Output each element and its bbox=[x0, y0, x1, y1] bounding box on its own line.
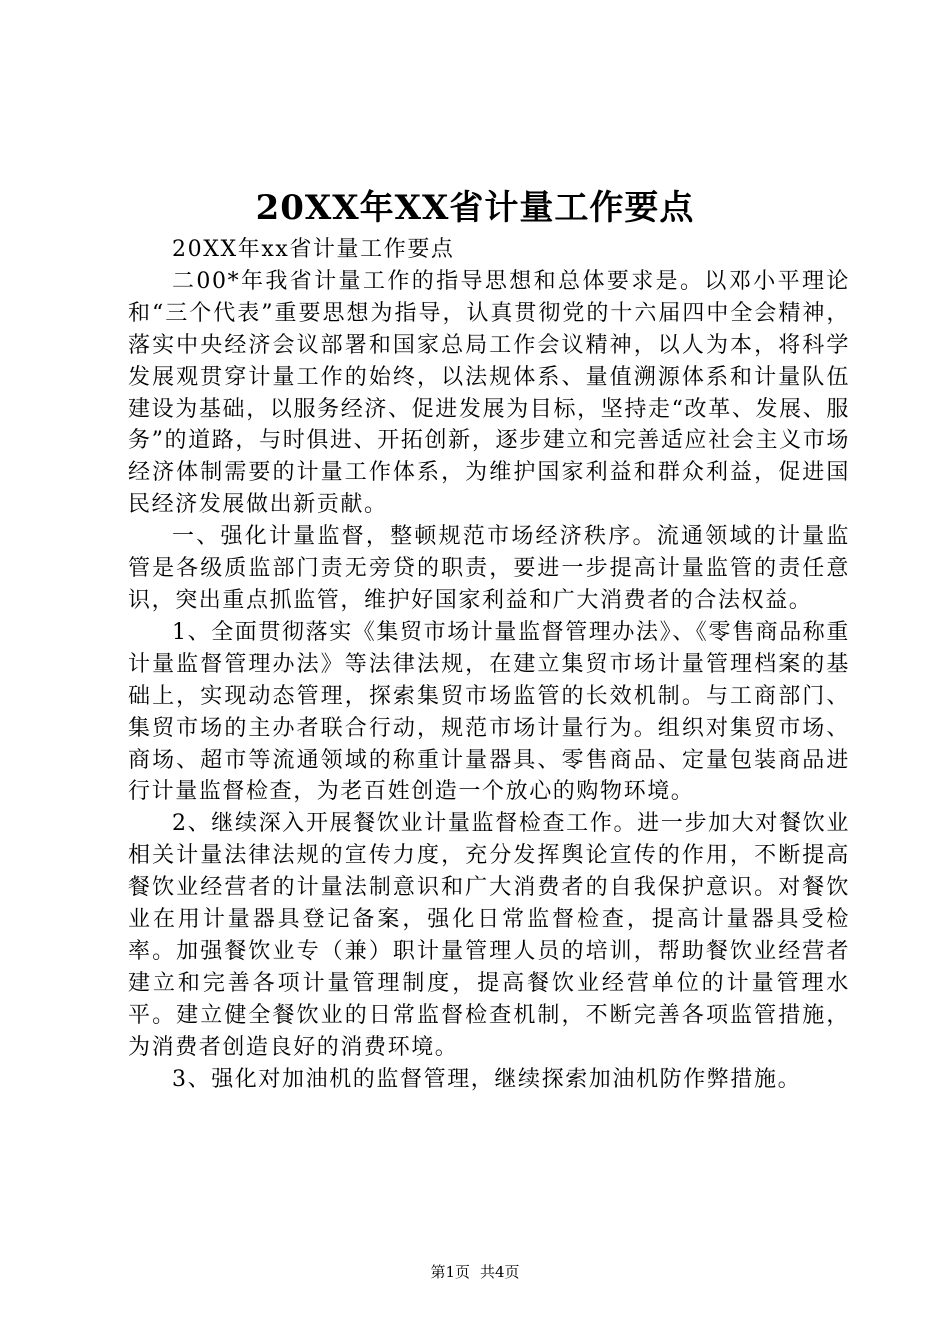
paragraph-section-one: 一、强化计量监督，整顿规范市场经济秩序。流通领域的计量监管是各级质监部门责无旁贷的职责，要进一步提高计量监管的责任意识，突出重点抓监管，维护好国家利益和广大消费者的合法权益。 bbox=[128, 524, 850, 613]
document-title: 20XX年XX省计量工作要点 bbox=[255, 188, 695, 228]
page-number: 第1页 bbox=[430, 1263, 470, 1281]
paragraph-item-2: 2、继续深入开展餐饮业计量监督检查工作。进一步加大对餐饮业相关计量法律法规的宣传力度，充分发挥舆论宣传的作用，不断提高餐饮业经营者的计量法制意识和广大消费者的自我保护意识。对餐饮业在用计量器具登记备案，强化日常监督检查，提高计量器具受检率。加强餐饮业专（兼）职计量管理人员的培训，帮助餐饮业经营者建立和完善各项计量管理制度，提高餐饮业经营单位的计量管理水平。建立健全餐饮业的日常监督检查机制，不断完善各项监管措施，为消费者创造良好的消费环境。 bbox=[128, 811, 850, 1060]
page-total: 共4页 bbox=[480, 1263, 520, 1281]
paragraph-guiding-principles: 二00*年我省计量工作的指导思想和总体要求是。以邓小平理论和“三个代表”重要思想为指导，认真贯彻党的十六届四中全会精神，落实中央经济会议部署和国家总局工作会议精神，以人为本，将科学发展观贯穿计量工作的始终，以法规体系、量值溯源体系和计量队伍建设为基础，以服务经济、促进发展为目标，坚持走“改革、发展、服务”的道路，与时俱进、开拓创新，逐步建立和完善适应社会主义市场经济体制需要的计量工作体系，为维护国家利益和群众利益，促进国民经济发展做出新贡献。 bbox=[128, 268, 850, 518]
document-subtitle: 20XX年xx省计量工作要点 bbox=[172, 237, 455, 262]
page-footer bbox=[0, 1262, 950, 1282]
paragraph-item-3: 3、强化对加油机的监督管理，继续探索加油机防作弊措施。 bbox=[172, 1066, 802, 1092]
document-body bbox=[128, 234, 850, 1095]
paragraph-item-1: 1、全面贯彻落实《集贸市场计量监督管理办法》、《零售商品称重计量监督管理办法》等法律法规，在建立集贸市场计量管理档案的基础上，实现动态管理，探索集贸市场监管的长效机制。与工商部门、集贸市场的主办者联合行动，规范市场计量行为。组织对集贸市场、商场、超市等流通领域的称重计量器具、零售商品、定量包装商品进行计量监督检查，为老百姓创造一个放心的购物环境。 bbox=[128, 619, 850, 805]
